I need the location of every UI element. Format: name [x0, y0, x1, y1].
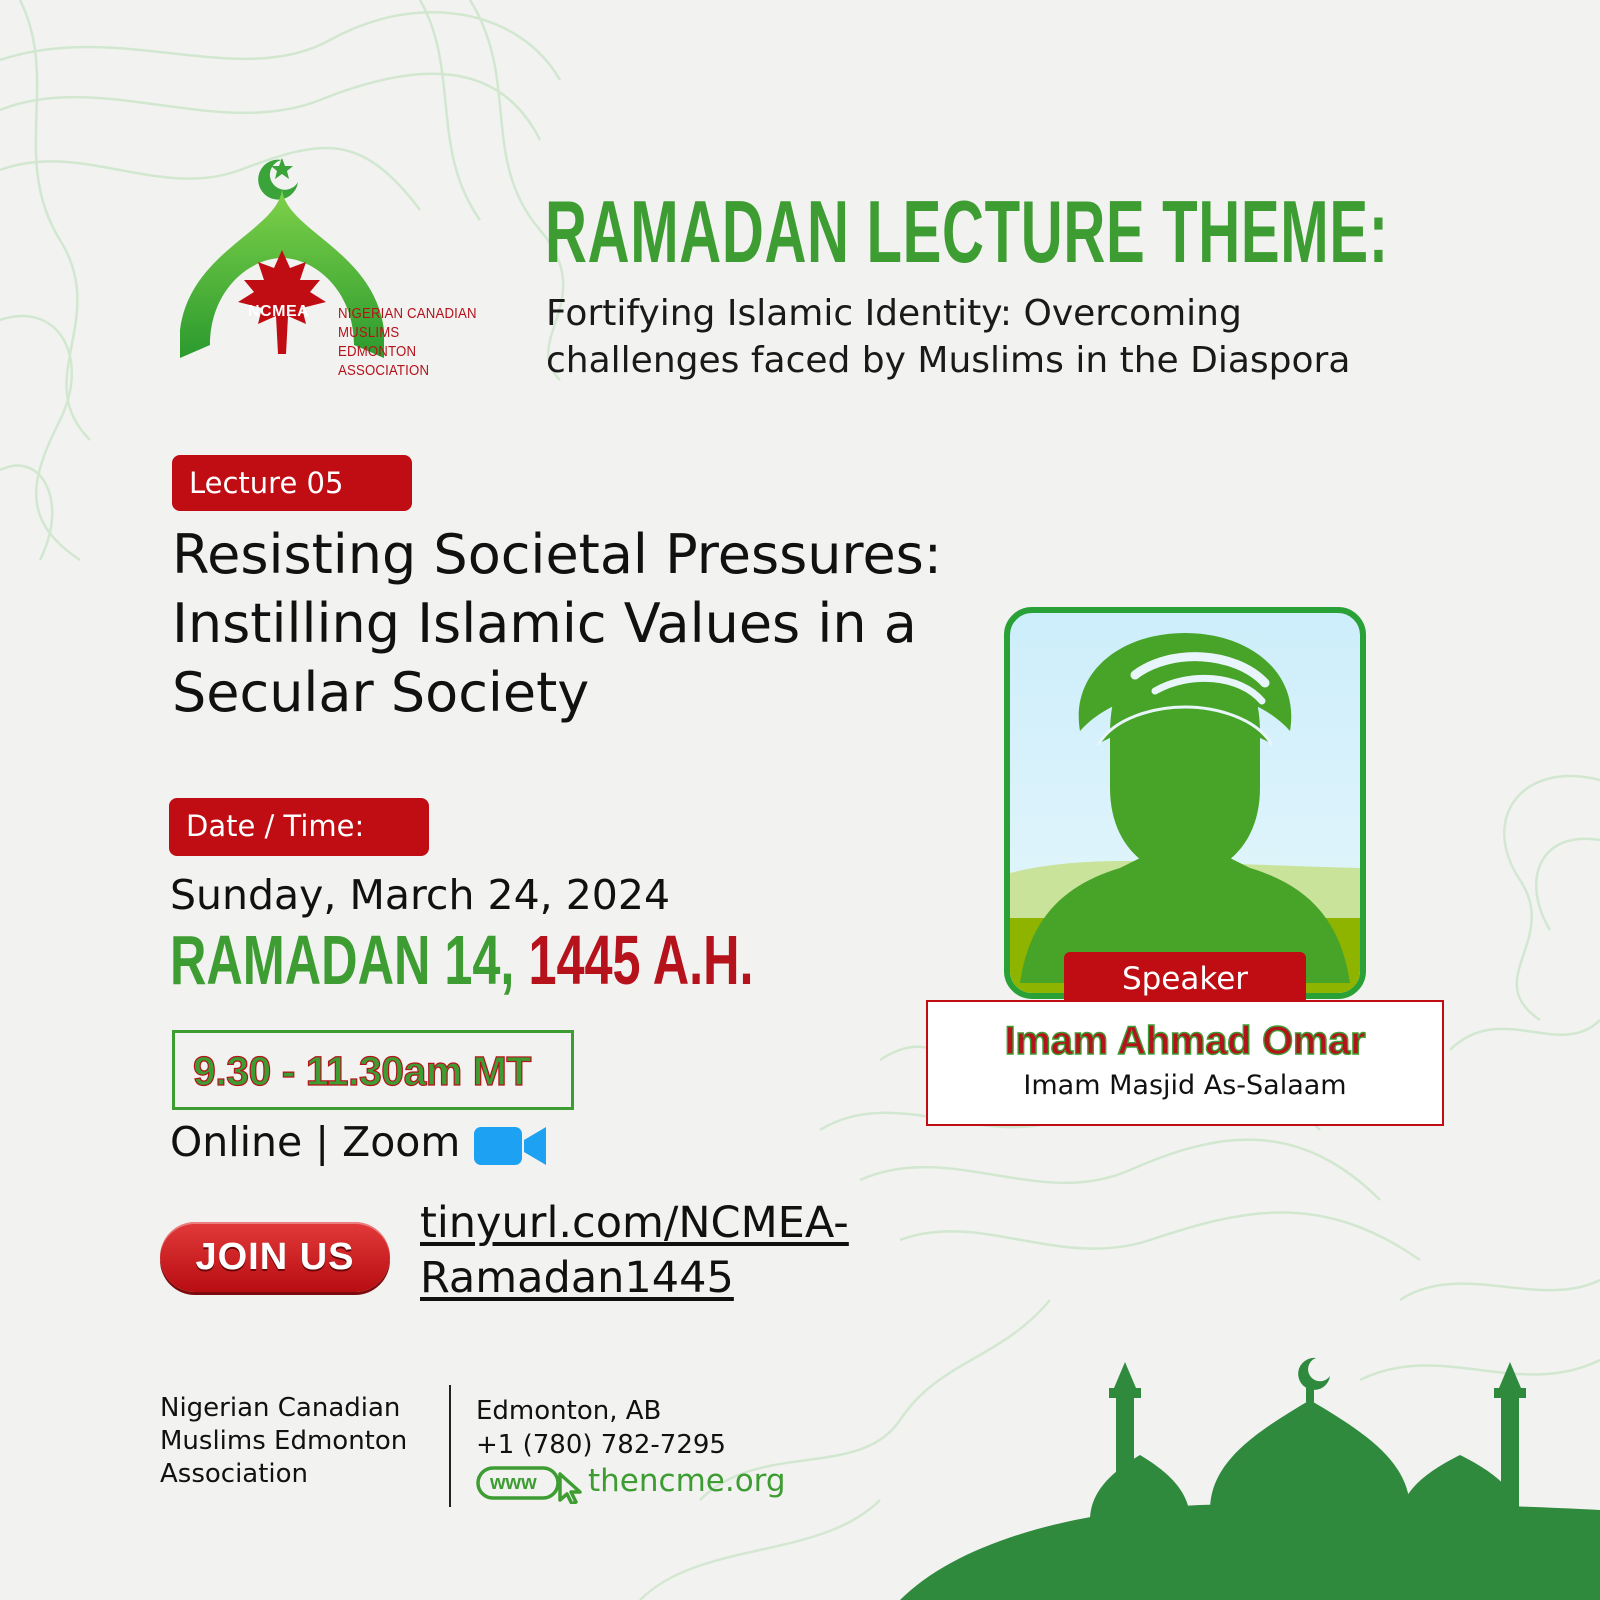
theme-heading: RAMADAN LECTURE THEME: — [545, 182, 1389, 281]
date-time-badge: Date / Time: — [169, 798, 429, 856]
logo-org-name: NIGERIAN CANADIAN MUSLIMS EDMONTON ASSOCIATION — [338, 305, 477, 379]
speaker-role: Imam Masjid As-Salaam — [1023, 1070, 1347, 1101]
event-time: 9.30 - 11.30am MT — [193, 1048, 531, 1094]
imam-silhouette-icon — [1010, 613, 1360, 993]
footer-org-name: Nigerian Canadian Muslims Edmonton Association — [160, 1393, 408, 1489]
video-camera-icon — [474, 1125, 546, 1167]
footer-divider — [449, 1385, 451, 1507]
ncmea-logo — [170, 140, 500, 380]
mosque-silhouette — [900, 1362, 1600, 1600]
logo-badge-text: NCMEA — [248, 303, 310, 320]
footer-website-link[interactable]: thencme.org — [588, 1463, 786, 1499]
theme-subtitle: Fortifying Islamic Identity: Overcoming challenges faced by Muslims in the Diaspora — [546, 293, 1351, 381]
www-cursor-icon — [476, 1464, 588, 1504]
join-us-button[interactable]: JOIN US — [160, 1222, 390, 1292]
join-url-link[interactable]: tinyurl.com/NCMEA- Ramadan1445 — [420, 1198, 849, 1303]
footer-location: Edmonton, AB — [476, 1396, 662, 1426]
lecture-title: Resisting Societal Pressures: Instilling Islamic Values in a Secular Society — [172, 523, 943, 724]
speaker-photo — [1004, 607, 1366, 999]
speaker-name: Imam Ahmad Omar — [1004, 1019, 1366, 1063]
speaker-badge: Speaker — [1064, 952, 1306, 1006]
venue-text: Online | Zoom — [170, 1118, 461, 1166]
hijri-day: RAMADAN 14, — [170, 921, 515, 999]
hijri-date — [170, 920, 754, 1000]
hijri-year: 1445 A.H. — [528, 921, 754, 999]
speaker-info-box — [926, 1000, 1444, 1126]
lecture-number-badge: Lecture 05 — [172, 455, 412, 511]
footer-phone[interactable]: +1 (780) 782-7295 — [476, 1430, 726, 1460]
www-label: www — [490, 1472, 537, 1494]
footer-contact — [476, 1394, 726, 1462]
gregorian-date: Sunday, March 24, 2024 — [170, 871, 671, 919]
time-box — [172, 1030, 574, 1110]
